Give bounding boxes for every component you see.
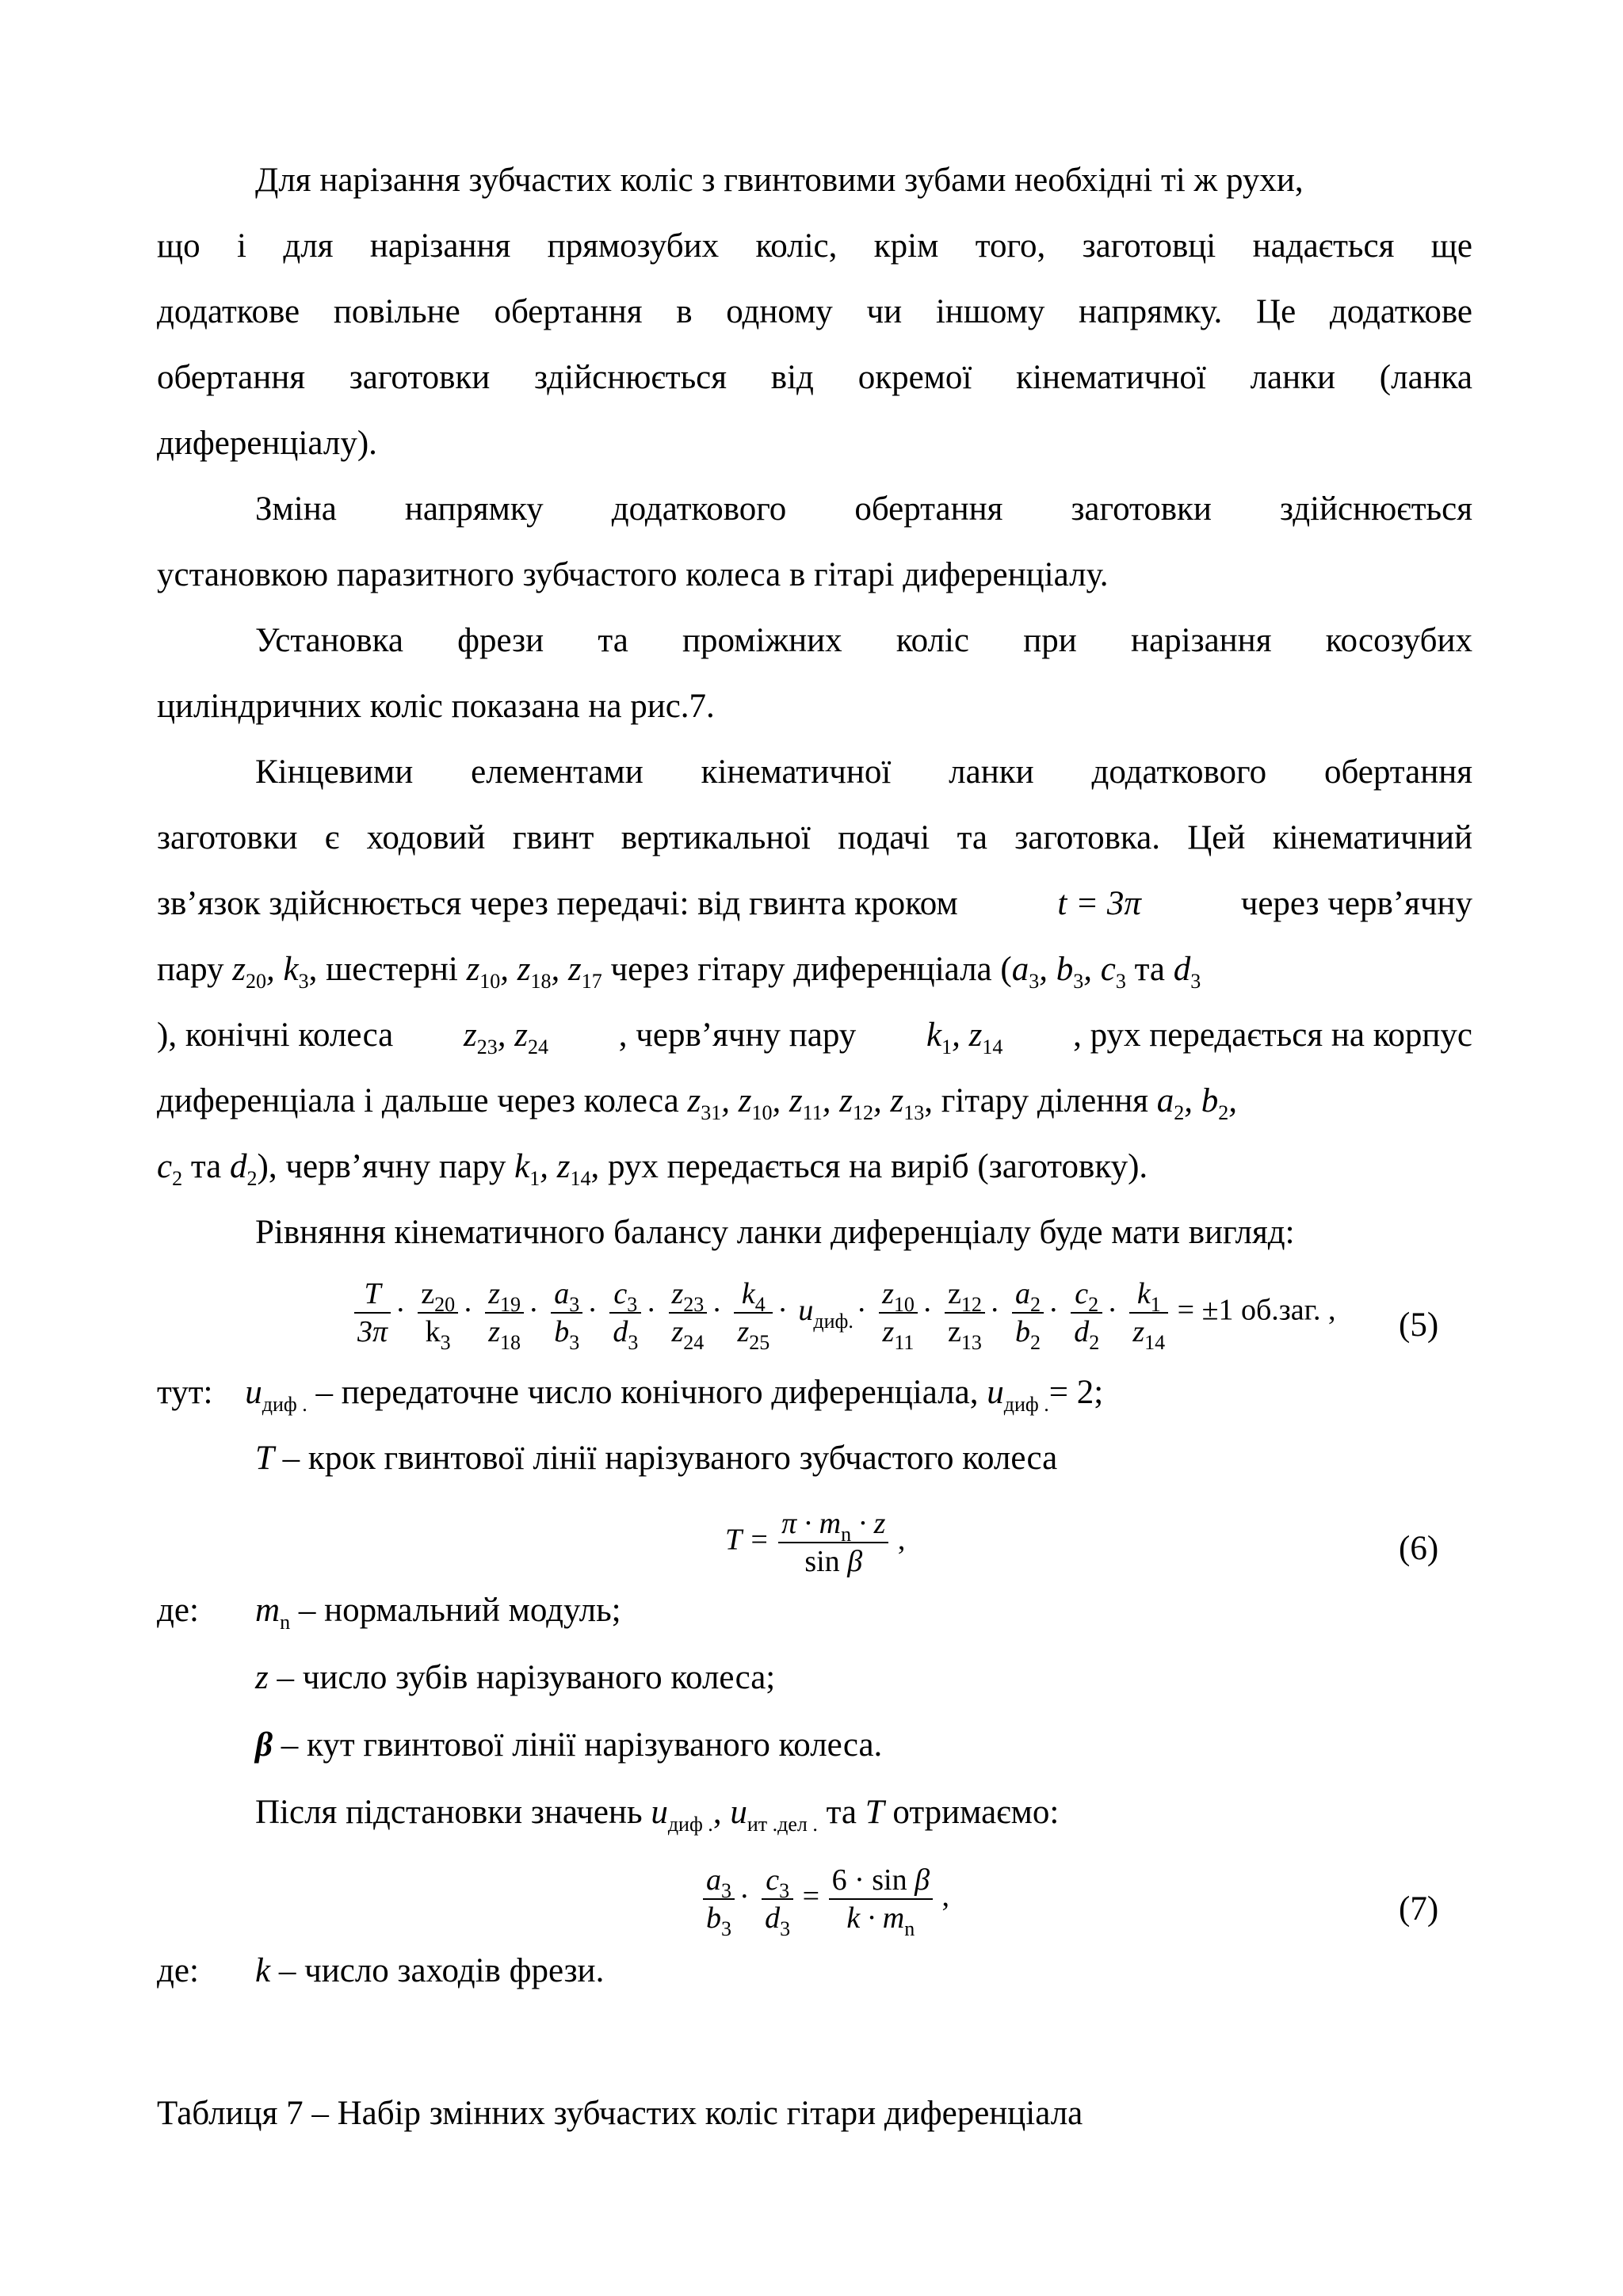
beta-line [255,1726,882,1765]
p2-line1: Зміна напрямку додаткового обертання заготовки здійснюється [255,490,1472,528]
de-label-2: де: [157,1952,199,1989]
z-line [255,1658,775,1698]
equation-5-number: (5) [1399,1306,1439,1344]
equation-7: $\frac{a_3}{b_3}$ · $\frac{c_3}{d_3}$ = $\frac{\text{6 · sin β}}{k \cdot m_n}$ , [701,1862,949,1936]
p4-line3 [157,884,1472,924]
mn-line [255,1591,621,1634]
p1-line1: Для нарізання зубчастих коліс з гвинтовими зубами необхідні ті ж рухи, [255,162,1304,199]
p2-line2: установкою паразитного зубчастого колеса в гітарі диференціалу. [157,556,1109,593]
p4-line4-text-d: та [1134,951,1165,988]
tut-line: тут: $u_{диф .}$ – передаточне число конічного диференціала, $u_{диф .}= 2$; [157,1374,1104,1416]
de-line-1 [157,1591,199,1630]
p4-line6-text-b: , гітару ділення [924,1082,1149,1119]
sym-a3-b3-c3: $a_3$, $b_3$, $c_3$ [1011,951,1126,993]
p4-line1: Кінцевими елементами кінематичної ланки додаткового обертання [255,753,1472,791]
mn-desc: – нормальний модуль; [298,1592,621,1629]
p4-line7-text-b: ), черв’ячну пару [257,1148,506,1185]
p4-line6 [157,1081,1238,1124]
sym-c2: $c_2$ [157,1148,183,1190]
sym-k1-z14-b: $k_1$, $z_{14}$ [514,1148,591,1190]
after-text-c: отримаємо: [892,1794,1060,1831]
p1-line4: обертання заготовки здійснюється від окремої кінематичної ланки (ланка [157,359,1472,396]
p4-line2: заготовки є ходовий гвинт вертикальної подачі та заготовка. Цей кінематичний [157,819,1472,856]
p4-line5-text-c: , рух передається на корпус [1073,1016,1472,1054]
sym-u-dif-3: $u_{диф .}$ [651,1794,713,1836]
sym-z23-z24: $z_{23}$, $z_{24}$ [464,1016,548,1058]
p4-line4-text-a: пару [157,951,224,988]
p4-line5-text-b: , черв’ячну пару [618,1016,857,1054]
sym-d2: $d_2$ [230,1148,258,1190]
sym-k1-z14: $k_1$, $z_{14}$ [926,1016,1003,1058]
equation-5: $\frac{T}{3\pi}$ · $\frac{z_{20}}{k_3}$ · $\frac{z_{19}}{z_{18}}$ · $\frac{a_3}{b_3}$ · $\frac{c_3}{d_3}$ · $\frac{z_{23}}{z_{24}}$ · $\frac{k_4}{z_{25}}$ · $u_{диф.}$ · $\frac{z_{10}}{z_{11}}$ · $\frac{z_{12}}{z_{13}}$ · $\frac{a_2}{b_2}$ · $\frac{c_2}{d_2}$ · $\frac{k_1}{z_{14}}$ = ±1 об.заг. , [353,1276,1335,1350]
k-desc: – число заходів фрези. [278,1952,605,1989]
p4-line4-text-c: через гітару диференціала ( [610,951,1012,988]
p1-line3: додаткове повільне обертання в одному чи іншому напрямку. Це додаткове [157,293,1472,330]
u-value: = 2 [1048,1374,1094,1411]
p4-line5-text-a: ), конічні колеса [157,1016,394,1054]
p3-line2: циліндричних коліс показана на рис.7. [157,688,715,725]
T-desc: – крок гвинтової лінії нарізуваного зубчастого колеса [282,1440,1058,1477]
sym-beta: β [255,1726,273,1764]
T-line [255,1439,1057,1478]
z-desc: – число зубів нарізуваного колеса; [277,1659,776,1696]
sym-u-dif-2: $u_{диф .}$ [987,1374,1049,1416]
sym-T: T [255,1440,274,1477]
sym-d3: $d_3$ [1173,951,1201,993]
sym-z31-z10-z11-z12-z13: $z_{31}$, $z_{10}$, $z_{11}$, $z_{12}$, $z_{13}$ [687,1082,925,1124]
equation-6-number: (6) [1399,1530,1439,1567]
sym-mn: $m_n$ [255,1592,291,1634]
p5-line: Рівняння кінематичного балансу ланки диференціалу буде мати вигляд: [255,1214,1295,1251]
p4-line3-text-b: через черв’ячну [1240,885,1472,922]
after-text-b: та [826,1794,857,1831]
after-text-a: Після підстановки значень [255,1794,643,1831]
de-label-1: де: [157,1592,199,1629]
p4-line7-text-c: , рух передається на виріб (заготовку). [590,1148,1148,1185]
beta-desc: – кут гвинтової лінії нарізуваного колеса. [281,1726,883,1764]
p1-line5: диференціалу). [157,425,377,462]
sym-z10-z18-z17: $z_{10}$, $z_{18}$, $z_{17}$ [466,951,602,993]
sym-u-dif: $u_{диф .}$ [245,1374,307,1416]
p3-line1: Установка фрези та проміжних коліс при нарізання косозубих [255,622,1472,659]
p4-line7 [157,1147,1148,1190]
sym-k: k [255,1952,271,1989]
p4-line4-text-b: , шестерні [308,951,458,988]
tut-label: тут: [157,1374,213,1411]
table-caption: Таблиця 7 – Набір змінних зубчастих коліс гітари диференціала [157,2095,1083,2132]
de-line-2 [157,1951,199,1991]
p4-line6-text-a: диференціала і дальше через колеса [157,1082,679,1119]
p4-line5 [157,1016,1472,1058]
formula-t-3pi: t = 3π [1057,885,1141,922]
equation-5-rhs: = ±1 об.заг. , [1177,1293,1336,1327]
sym-z: z [255,1659,269,1696]
sym-z20-k3: $z_{20}$, $k_3$ [232,951,309,993]
sym-u-it-del: $u_{ит .дел .}$ [730,1794,818,1836]
k-line [255,1951,604,1991]
u-desc: – передаточне число конічного диференціала, [315,1374,979,1411]
p4-line7-text-a: та [190,1148,222,1185]
sym-T-2: T [865,1794,884,1831]
p1-line2: що і для нарізання прямозубих коліс, крім того, заготовці надається ще [157,227,1472,265]
sym-a2-b2: $a_2$, $b_2$, [1156,1082,1238,1124]
equation-6: T = $\frac{\pi \cdot m_n \cdot z}{\text{sin β}}$ , [725,1507,906,1578]
equation-7-number: (7) [1399,1890,1439,1928]
p4-line3-text-a: зв’язок здійснюється через передачі: від гвинта кроком [157,885,958,922]
after-line: Після підстановки значень $u_{диф .}$, $u_{ит .дел .}$ та T отримаємо: [255,1794,1060,1836]
p4-line4 [157,950,1201,993]
